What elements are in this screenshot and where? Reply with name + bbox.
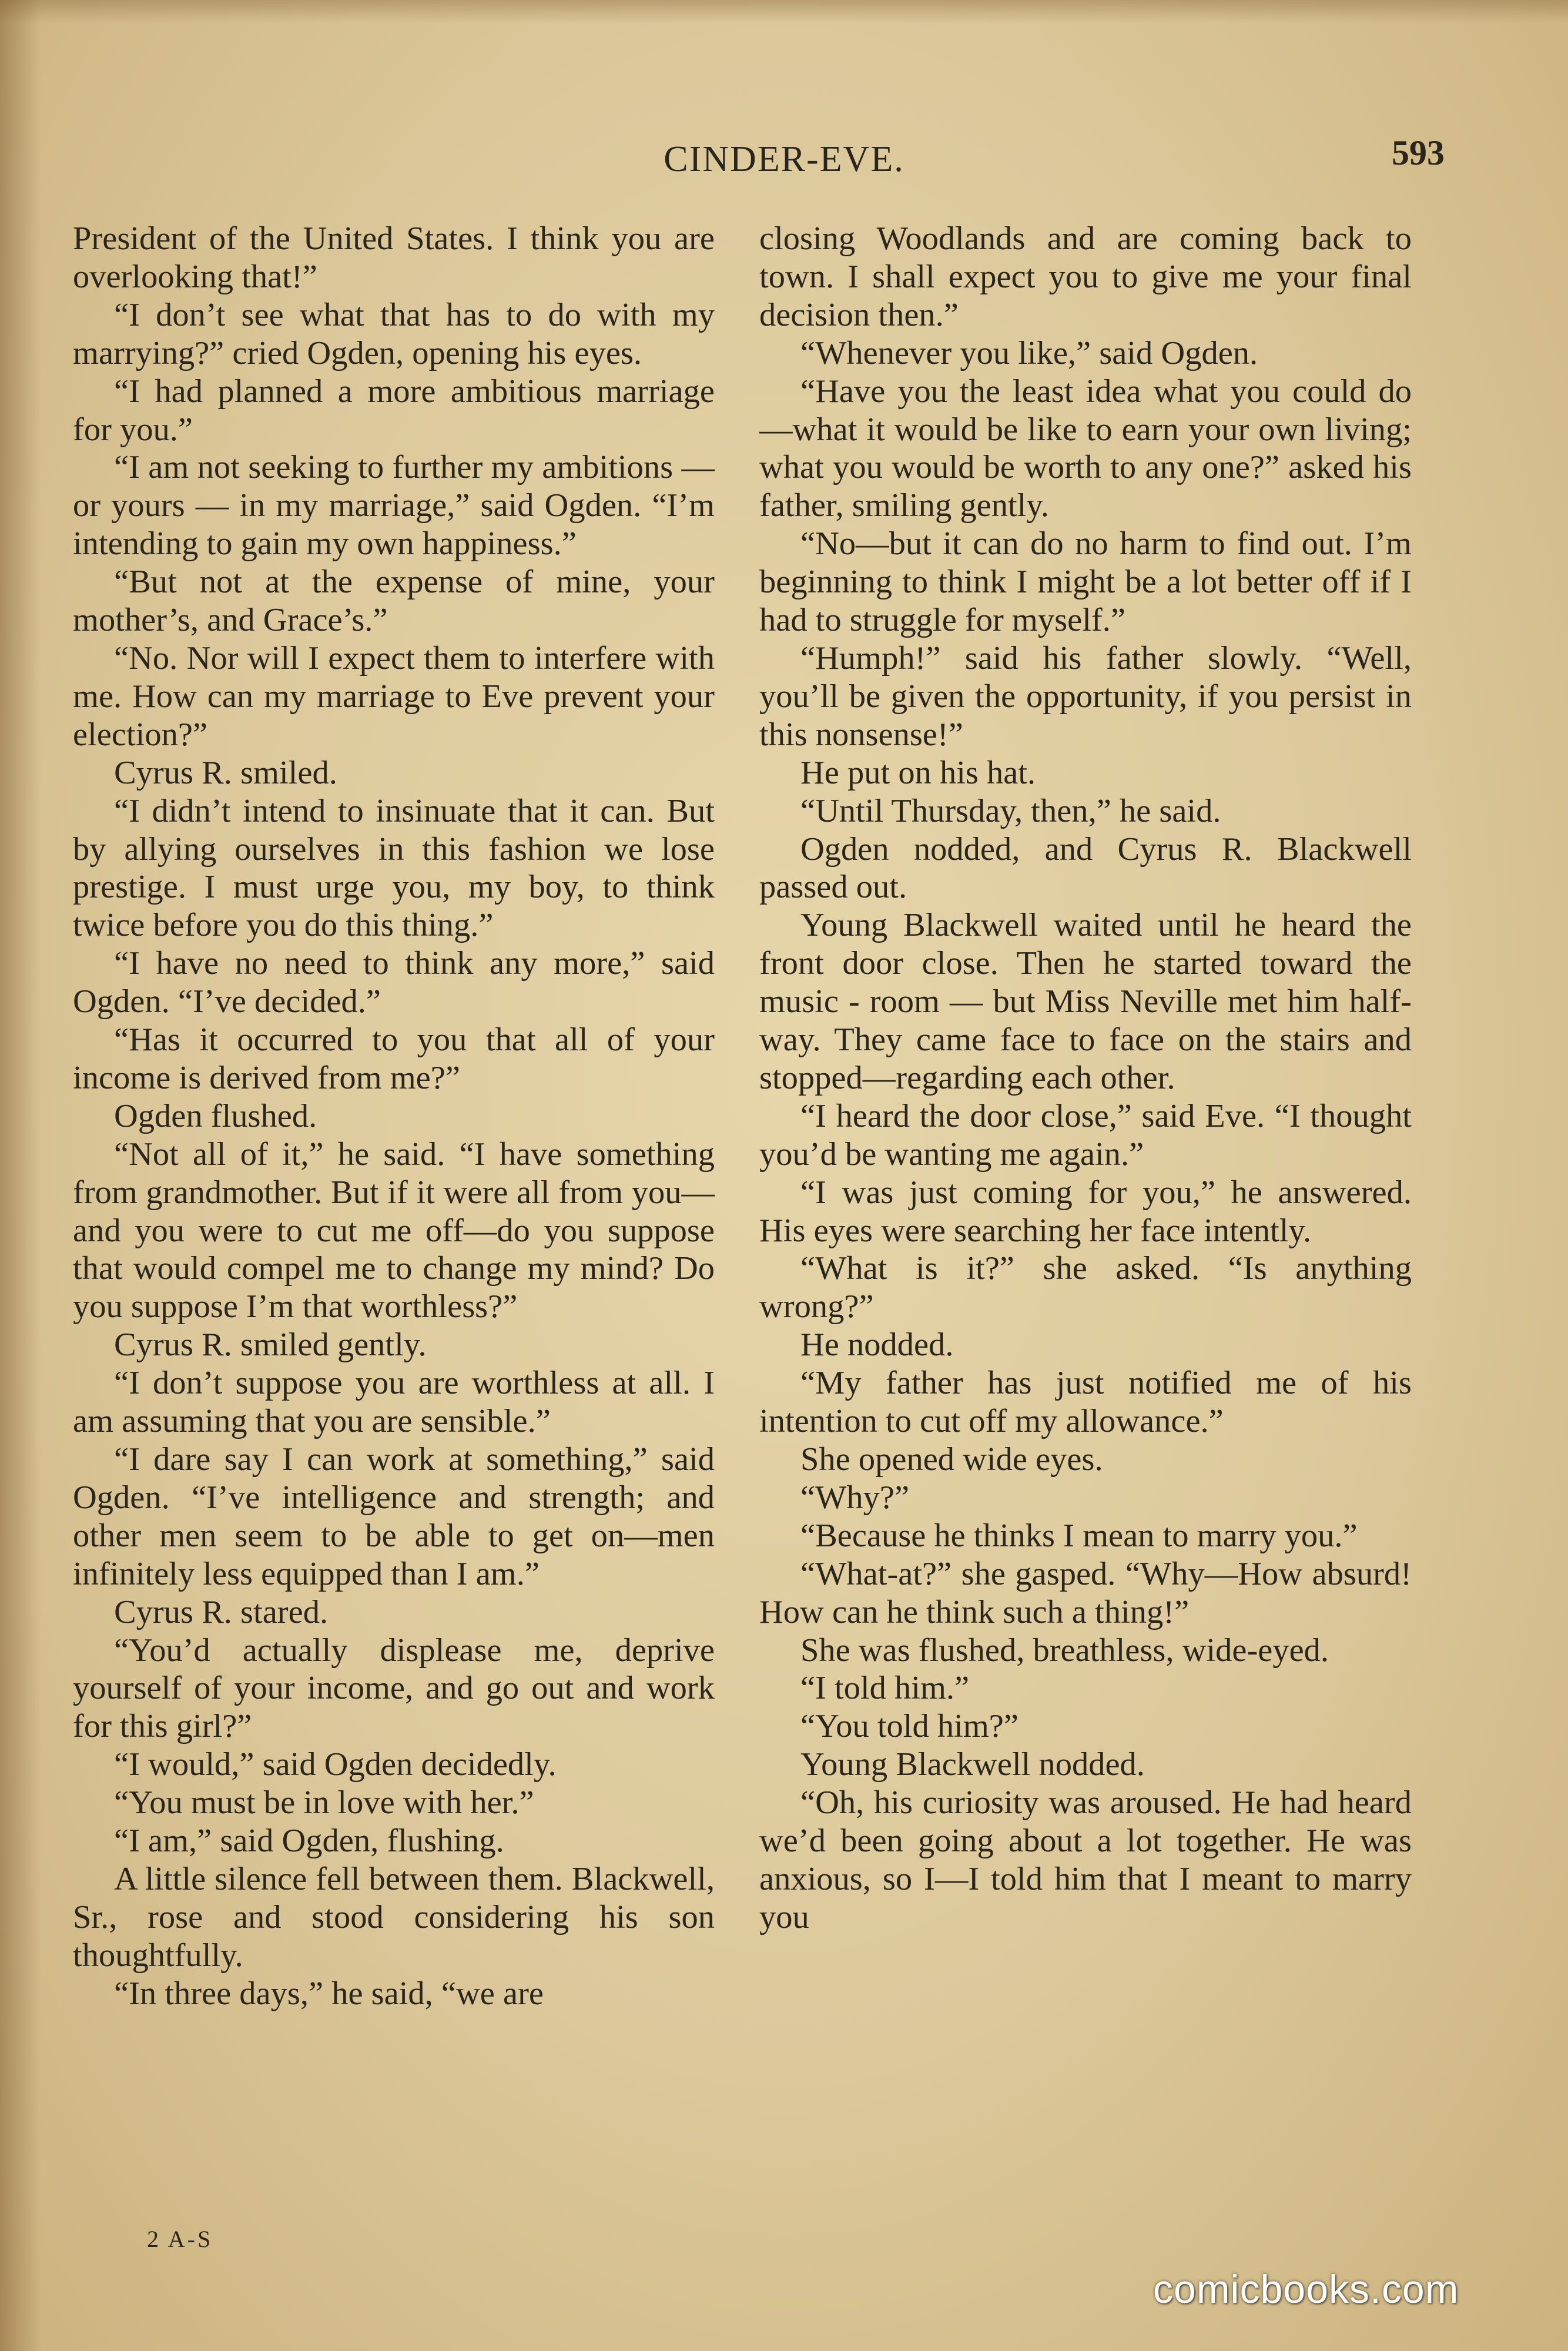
paragraph: “I don’t see what that has to do with my marrying?” cried Ogden, opening his eyes. [73, 296, 715, 371]
paragraph: “Oh, his curiosity was aroused. He had heard we’d been going about a lot together. He was anxious, so I—I told him that I meant to marry you [759, 1784, 1412, 1935]
paragraph: “I dare say I can work at something,” said Ogden. “I’ve intelligence and strength; and other men seem to be able to get on—men infinitely less equipped than I am.” [73, 1441, 715, 1592]
paragraph: Cyrus R. stared. [114, 1593, 329, 1630]
paragraph: “Humph!” said his father slowly. “Well, you’ll be given the opportunity, if you persist in this nonsense!” [759, 639, 1412, 753]
page-edge-shadow-left [0, 0, 41, 2351]
paragraph: “Because he thinks I mean to marry you.” [800, 1517, 1358, 1554]
paragraph: “You must be in love with her.” [114, 1784, 534, 1821]
signature-mark: 2 A-S [147, 2226, 213, 2252]
paragraph: Ogden flushed. [114, 1097, 317, 1134]
running-head: CINDER-EVE. [664, 139, 904, 179]
page-number: 593 [1392, 133, 1445, 172]
paragraph: “What-at?” she gasped. “Why—How absurd! How can he think such a thing!” [759, 1555, 1412, 1630]
paragraph: “No. Nor will I expect them to interfere with me. How can my marriage to Eve prevent your election?” [73, 639, 715, 753]
left-text-column [73, 220, 715, 2013]
paragraph: A little silence fell between them. Blackwell, Sr., rose and stood considering his son thoughtfully. [73, 1860, 715, 1974]
paragraph: Ogden nodded, and Cyrus R. Blackwell passed out. [759, 830, 1412, 906]
paragraph: “I was just coming for you,” he answered. His eyes were searching her face intently. [759, 1174, 1412, 1249]
paragraph: “Whenever you like,” said Ogden. [800, 334, 1258, 371]
paragraph: “I told him.” [800, 1670, 970, 1707]
paragraph: “Until Thursday, then,” he said. [800, 792, 1221, 829]
page-edge-shadow-top [0, 0, 1568, 24]
paragraph: “I am not seeking to further my ambitions — or yours — in my marriage,” said Ogden. “I’m intending to gain my own happiness.” [73, 449, 715, 562]
paragraph: “You’d actually displease me, deprive yourself of your income, and go out and work for this girl?” [73, 1632, 715, 1745]
paragraph: “Why?” [800, 1479, 910, 1516]
paragraph: closing Woodlands and are coming back to town. I shall expect you to give me your final decision then.” [759, 220, 1412, 333]
paragraph: Young Blackwell nodded. [800, 1746, 1145, 1783]
paragraph: “I don’t suppose you are worthless at all. I am assuming that you are sensible.” [73, 1365, 715, 1440]
paragraph: “No—but it can do no harm to find out. I’m beginning to think I might be a lot better off if I had to struggle for myself.” [759, 525, 1412, 639]
paragraph: “Has it occurred to you that all of your income is derived from me?” [73, 1022, 715, 1096]
paragraph: “I had planned a more ambitious marriage for you.” [73, 373, 715, 448]
paragraph: “My father has just notified me of his intention to cut off my allowance.” [759, 1365, 1412, 1440]
paragraph: Cyrus R. smiled gently. [114, 1327, 427, 1364]
paragraph: “Have you the least idea what you could do—what it would be like to earn your own living; what you would be worth to any one?” asked his father, smiling gently. [759, 373, 1412, 524]
paragraph: Young Blackwell waited until he heard the front door close. Then he started toward the music - room — but Miss Neville met him half-way. They came face to face on the stairs and stopped—regarding each other. [759, 907, 1412, 1096]
paragraph: “In three days,” he said, “we are [114, 1975, 544, 2012]
paragraph: “I am,” said Ogden, flushing. [114, 1823, 504, 1860]
paragraph: “Not all of it,” he said. “I have something from grandmother. But if it were all from you—and you were to cut me off—do you suppose that would compel me to change my mind? Do you suppose I’m that worthless?” [73, 1136, 715, 1325]
paragraph: President of the United States. I think you are overlooking that!” [73, 220, 715, 295]
paragraph: “I would,” said Ogden decidedly. [114, 1746, 557, 1783]
paragraph: “What is it?” she asked. “Is anything wrong?” [759, 1250, 1412, 1325]
watermark: comicbooks.com [1153, 2267, 1459, 2312]
paragraph: He nodded. [800, 1327, 954, 1364]
paragraph: “You told him?” [800, 1708, 1018, 1745]
paragraph: “I have no need to think any more,” said Ogden. “I’ve decided.” [73, 945, 715, 1020]
paragraph: He put on his hat. [800, 754, 1036, 791]
paragraph: Cyrus R. smiled. [114, 754, 337, 791]
paragraph: She opened wide eyes. [800, 1441, 1103, 1478]
paragraph: “I heard the door close,” said Eve. “I thought you’d be wanting me again.” [759, 1097, 1412, 1173]
paragraph: “I didn’t intend to insinuate that it can. But by allying ourselves in this fashion we lose prestige. I must urge you, my boy, to think twice before you do this thing.” [73, 792, 715, 944]
paragraph: She was flushed, breathless, wide-eyed. [800, 1632, 1329, 1669]
paragraph: “But not at the expense of mine, your mother’s, and Grace’s.” [73, 564, 715, 639]
right-text-column [759, 220, 1412, 1937]
